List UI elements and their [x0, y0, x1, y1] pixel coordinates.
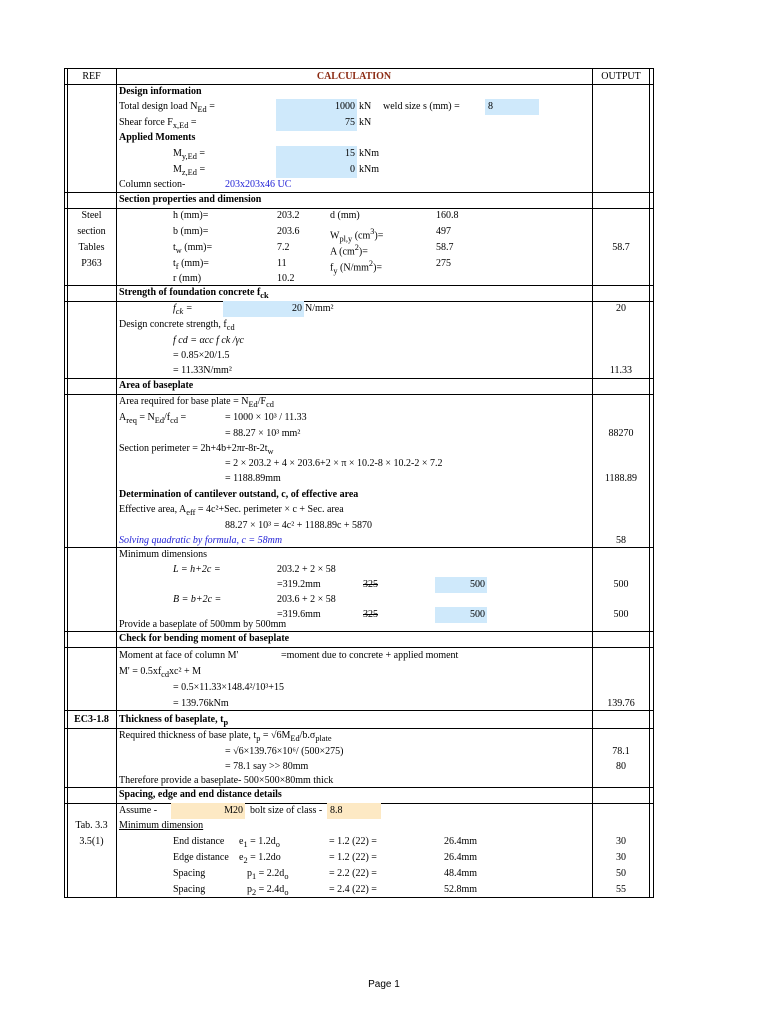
my-label: $M_{y,Ed}$ = — [173, 148, 206, 161]
spacing-row-value: 48.4mm — [444, 868, 478, 879]
areq-calc: = 1000 × 10³ / 11.33 — [225, 412, 307, 423]
L-strike-value: 325 — [363, 579, 378, 590]
thickness-result: = 78.1 say >> 80mm — [225, 761, 309, 772]
page-number: Page 1 — [368, 979, 400, 990]
spacing-row-calc: = 1.2 (22) = — [329, 836, 377, 847]
section-heading: Section properties and dimension — [119, 194, 262, 205]
B-value: 500 — [470, 609, 485, 620]
spacing-row-name: End distance — [173, 836, 225, 847]
B-calc: 203.6 + 2 × 58 — [277, 594, 336, 605]
bending-output: 139.76 — [607, 698, 635, 709]
L-calc: 203.2 + 2 × 58 — [277, 564, 336, 575]
a-label: A $(cm^2)=$ — [330, 243, 368, 258]
column-section-label: Column section- — [119, 179, 186, 190]
thickness-say-output: 80 — [616, 761, 626, 772]
bolt-class-label: bolt size of class - — [250, 805, 323, 816]
row-divider — [65, 547, 653, 548]
provide-baseplate: Provide a baseplate of 500mm by 500mm — [119, 619, 287, 630]
design-info-heading: Design information — [119, 86, 202, 97]
row-divider — [65, 710, 653, 711]
my-value: 15 — [345, 148, 355, 159]
tf-label: $t_f$ (mm)= — [173, 258, 209, 271]
a-value: 58.7 — [436, 242, 454, 253]
area-output: 88270 — [608, 428, 634, 439]
row-divider — [65, 208, 653, 209]
outer-inner-line — [67, 69, 68, 897]
total-load-unit: kN — [359, 101, 372, 112]
column-section-value: 203x203x46 UC — [225, 179, 292, 190]
spacing-ref-line: 3.5(1) — [79, 836, 104, 847]
fy-label: $f_y$ $(N/mm^2)=$ — [330, 259, 383, 276]
h-value: 203.2 — [277, 210, 300, 221]
spacing-row-rule: $e_1 = 1.2d_o$ — [239, 836, 280, 849]
row-divider — [65, 378, 653, 379]
spacing-row-name: Spacing — [173, 868, 206, 879]
fcd-output: 11.33 — [609, 365, 633, 376]
areq-label: $A_{req} = N_{Ed}/f_{cd}$ = — [119, 412, 187, 425]
c-output: 58 — [616, 535, 626, 546]
fcd-label: Design concrete strength, $f_{cd}$ — [119, 319, 235, 332]
total-load-value: 1000 — [335, 101, 355, 112]
spacing-row-rule: $e_2 = 1.2do$ — [239, 852, 281, 865]
concrete-heading: Strength of foundation concrete $f_{ck}$ — [119, 287, 269, 300]
B-label: B = b+2c = — [173, 594, 222, 605]
fcd-line: = 11.33N/mm² — [173, 365, 232, 376]
thickness-ref: EC3-1.8 — [74, 714, 109, 725]
cantilever-heading: Determination of cantilever outstand, c, of effective area — [119, 489, 359, 500]
w-value: 497 — [436, 226, 451, 237]
bending-formula: $M' = 0.5xf_{cd}xc^2 + M$ — [119, 666, 202, 679]
bending-line: Moment at face of column M' — [119, 650, 239, 661]
bending-heading: Check for bending moment of baseplate — [119, 633, 290, 644]
weld-size-value: 8 — [488, 101, 493, 112]
mz-unit: kNm — [359, 164, 379, 175]
min-dimensions-heading: Minimum dimensions — [119, 549, 208, 560]
tw-label: $t_w$ (mm)= — [173, 242, 213, 255]
spacing-row-rule: $p_1 = 2.2d_o$ — [247, 868, 289, 881]
bending-result: = 139.76kNm — [173, 698, 229, 709]
b-label: b (mm)= — [173, 226, 209, 237]
L-label: L = h+2c = — [173, 564, 221, 575]
ref-header: REF — [82, 71, 101, 82]
section-output: 58.7 — [612, 242, 630, 253]
fck-value: 20 — [292, 303, 302, 314]
B-output: 500 — [613, 609, 629, 620]
fcd-line: = 0.85×20/1.5 — [173, 350, 230, 361]
weld-size-label: weld size s (mm) = — [383, 101, 460, 112]
areq-result: = 88.27 × 10³ mm² — [225, 428, 301, 439]
section-ref-line: P363 — [81, 258, 102, 269]
bending-calc: = 0.5×11.33×148.4²/10³+15 — [173, 682, 284, 693]
spacing-ref-line: Tab. 3.3 — [75, 820, 108, 831]
shear-force-value: 75 — [345, 117, 355, 128]
tw-value: 7.2 — [277, 242, 290, 253]
perimeter-label: Section perimeter = $2h+4b+2\pi r-8r-2t_w$ — [119, 443, 274, 456]
fck-output: 20 — [616, 303, 626, 314]
perimeter-output: 1188.89 — [604, 473, 638, 484]
r-value: 10.2 — [277, 273, 295, 284]
spacing-row-name: Edge distance — [173, 852, 229, 863]
thickness-calc: = √6×139.76×10⁶/ (500×275) — [225, 746, 344, 757]
bolt-class-value: 8.8 — [330, 805, 343, 816]
effective-area-calc: 88.27 × 10³ = 4c² + 1188.89c + 5870 — [225, 520, 373, 531]
thickness-provide: Therefore provide a baseplate- 500×500×80mm thick — [119, 775, 334, 786]
weld-size-input[interactable] — [485, 99, 539, 115]
h-label: h (mm)= — [173, 210, 209, 221]
b-value: 203.6 — [277, 226, 300, 237]
assume-label: Assume - — [119, 805, 158, 816]
B-strike-value: 325 — [363, 609, 378, 620]
row-divider — [65, 787, 653, 788]
spacing-row-output: 30 — [616, 852, 626, 863]
area-req-label: Area required for base plate = $N_{Ed}/F_{cd}$ — [119, 396, 274, 409]
section-ref-line: Steel — [81, 210, 102, 221]
spacing-row-rule: $p_2 = 2.4d_o$ — [247, 884, 289, 897]
L-result: =319.2mm — [277, 579, 321, 590]
row-divider — [65, 394, 653, 395]
spacing-row-calc: = 2.2 (22) = — [329, 868, 377, 879]
spacing-row-output: 55 — [616, 884, 626, 895]
bending-line-b: =moment due to concrete + applied moment — [281, 650, 459, 661]
row-divider — [65, 647, 653, 648]
fck-unit: N/mm² — [305, 303, 334, 314]
shear-force-label: Shear force $F_{x,Ed}$ = — [119, 117, 197, 130]
bolt-size-value: M20 — [224, 805, 243, 816]
row-divider — [65, 631, 653, 632]
thickness-output: 78.1 — [612, 746, 630, 757]
row-divider — [65, 192, 653, 193]
d-label: d (mm) — [330, 210, 360, 221]
thickness-formula: Required thickness of base plate, $t_p = √6M_{Ed}/b.\sigma_{plate}$ — [119, 730, 332, 743]
tf-value: 11 — [277, 258, 287, 269]
fy-value: 275 — [436, 258, 451, 269]
effective-area-label: Effective area, $A_{eff} = 4c^2+Sec$. perimeter × c + Sec. area — [119, 504, 344, 517]
spacing-row-calc: = 2.4 (22) = — [329, 884, 377, 895]
L-value: 500 — [470, 579, 485, 590]
min-dimension-label: Minimum dimension — [119, 820, 204, 831]
L-output: 500 — [613, 579, 629, 590]
w-label: $W_{pl,y}$ $(cm^3)=$ — [330, 227, 384, 244]
applied-moments-heading: Applied Moments — [119, 132, 196, 143]
calculation-header: CALCULATION — [316, 71, 392, 82]
my-unit: kNm — [359, 148, 379, 159]
shear-force-unit: kN — [359, 117, 372, 128]
fcd-formula: f cd = αcc f ck /γc — [173, 335, 244, 346]
d-value: 160.8 — [436, 210, 459, 221]
header-divider — [65, 84, 653, 85]
perimeter-result: = 1188.89mm — [225, 473, 281, 484]
spacing-row-name: Spacing — [173, 884, 206, 895]
total-load-label: Total design load $N_{Ed}$ = — [119, 101, 215, 114]
spacing-heading: Spacing, edge and end distance details — [119, 789, 282, 800]
mz-label: $M_{z,Ed}$ = — [173, 164, 206, 177]
section-ref-line: section — [77, 226, 106, 237]
spacing-row-calc: = 1.2 (22) = — [329, 852, 377, 863]
fck-label: $f_{ck}$ = — [173, 303, 193, 316]
section-ref-line: Tables — [78, 242, 105, 253]
thickness-heading: Thickness of baseplate, $t_p$ — [119, 714, 229, 727]
spacing-row-value: 26.4mm — [444, 836, 478, 847]
spacing-row-output: 50 — [616, 868, 626, 879]
calculation-sheet — [64, 68, 654, 898]
output-header: OUTPUT — [601, 71, 641, 82]
mz-value: 0 — [350, 164, 355, 175]
spacing-row-value: 52.8mm — [444, 884, 478, 895]
ref-column-divider — [116, 69, 117, 897]
row-divider — [65, 285, 653, 286]
area-heading: Area of baseplate — [119, 380, 194, 391]
quadratic-solution: Solving quadratic by formula, c = 58mm — [119, 535, 283, 546]
B-result: =319.6mm — [277, 609, 321, 620]
spacing-row-value: 26.4mm — [444, 852, 478, 863]
spacing-row-output: 30 — [616, 836, 626, 847]
perimeter-calc: = 2 × 203.2 + 4 × 203.6+2 × π × 10.2-8 × 10.2-2 × 7.2 — [225, 458, 443, 469]
r-label: r (mm) — [173, 273, 202, 284]
